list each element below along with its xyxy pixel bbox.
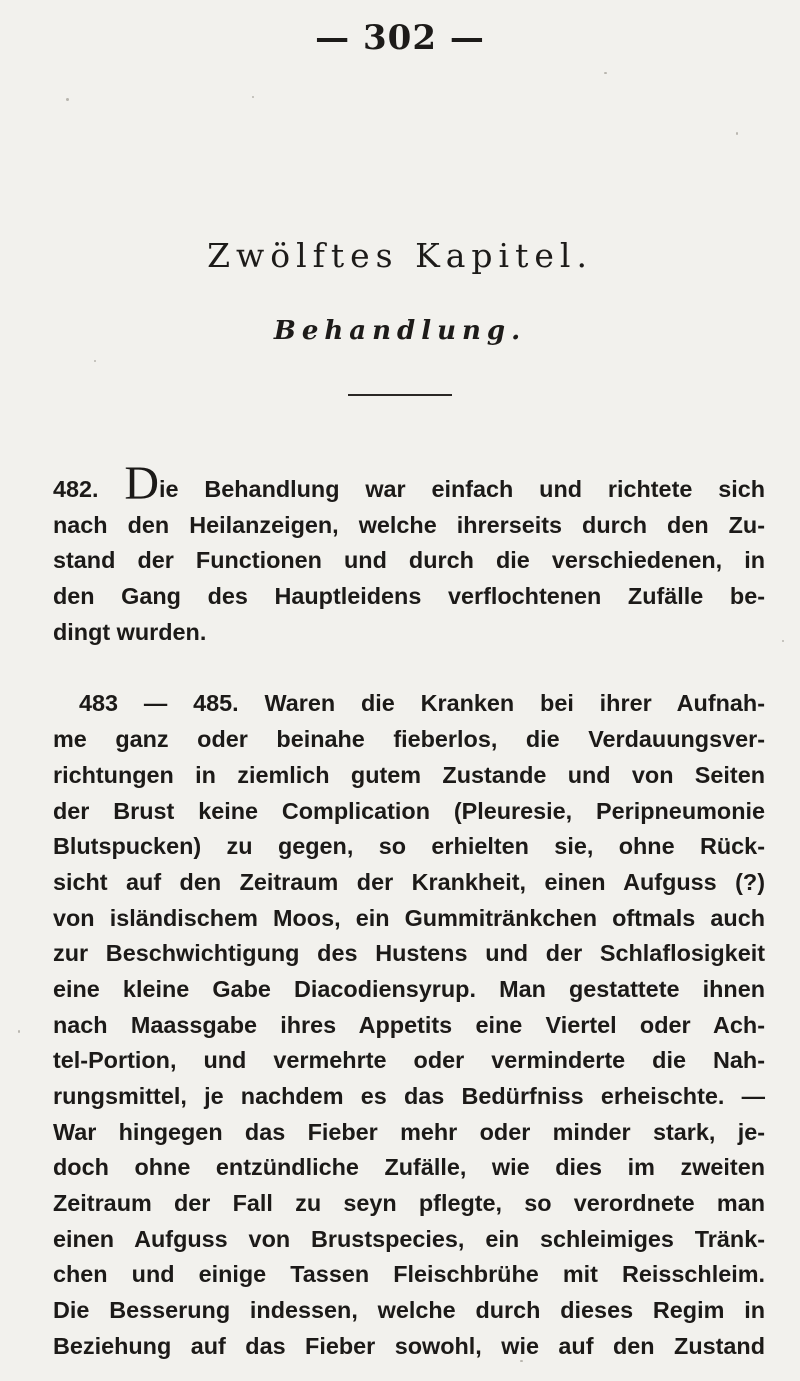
- text-line: stand der Functionen und durch die verschiedenen, in: [53, 547, 765, 574]
- paragraph-gap: [53, 650, 765, 686]
- section-title: Behandlung.: [273, 316, 527, 346]
- text-line: Zeitraum der Fall zu seyn pflegte, so verordnete man: [53, 1190, 765, 1217]
- paper-speck: [782, 640, 784, 642]
- text-line: der Brust keine Complication (Pleuresie, Peripneumonie: [53, 797, 765, 824]
- body-text: [53, 457, 766, 1365]
- text-line: dingt wurden.: [53, 618, 207, 645]
- drop-cap: D: [124, 457, 160, 510]
- text-line: Die Besserung indessen, welche durch dieses Regim in: [53, 1297, 765, 1324]
- text-line: Beziehung auf das Fieber sowohl, wie auf den Zustand: [53, 1332, 765, 1359]
- text-line: ie Behandlung war einfach und richtete sich: [159, 476, 765, 502]
- text-line: rungsmittel, je nachdem es das Bedürfniss erheischte. —: [53, 1083, 765, 1109]
- text-line: eine kleine Gabe Diacodiensyrup. Man gestattete ihnen: [53, 975, 765, 1002]
- paper-speck: [736, 132, 738, 135]
- text-line: richtungen in ziemlich gutem Zustande und von Seiten: [53, 761, 765, 788]
- divider-rule: [348, 394, 452, 396]
- paper-speck: [252, 96, 254, 98]
- text-line: War hingegen das Fieber mehr oder minder stark, je-: [53, 1118, 765, 1145]
- text-line: nach den Heilanzeigen, welche ihrerseits durch den Zu-: [53, 511, 765, 538]
- page-number: — 302 —: [315, 18, 485, 58]
- paragraph-number: 483 — 485.: [79, 690, 239, 717]
- chapter-title: Zwölftes Kapitel.: [207, 236, 593, 275]
- paper-speck: [18, 1030, 20, 1033]
- paragraph-number: 482.: [53, 476, 99, 502]
- text-line: nach Maassgabe ihres Appetits eine Viertel oder Ach-: [53, 1011, 765, 1038]
- text-line: sicht auf den Zeitraum der Krankheit, einen Aufguss (?): [53, 868, 765, 895]
- text-line: Waren die Kranken bei ihrer Aufnah-: [264, 690, 766, 717]
- text-line: von isländischem Moos, ein Gummitränkchen oftmals auch: [53, 904, 765, 931]
- paragraph-482-line-1: [53, 457, 765, 510]
- text-line: einen Aufguss von Brustspecies, ein schleimiges Tränk-: [53, 1225, 765, 1252]
- paper-speck: [604, 72, 607, 74]
- text-line: chen und einige Tassen Fleischbrühe mit Reisschleim.: [53, 1261, 765, 1288]
- text-line: me ganz oder beinahe fieberlos, die Verdauungsver-: [53, 726, 765, 753]
- text-line: zur Beschwichtigung des Hustens und der Schlaflosigkeit: [53, 940, 765, 967]
- text-line: tel-Portion, und vermehrte oder verminderte die Nah-: [53, 1047, 765, 1074]
- text-line: den Gang des Hauptleidens verflochtenen Zufälle be-: [53, 583, 765, 610]
- text-line: Blutspucken) zu gegen, so erhielten sie, ohne Rück-: [53, 833, 765, 860]
- paper-speck: [66, 98, 69, 101]
- paragraph-483-line-1: [53, 686, 765, 722]
- paper-speck: [94, 360, 96, 362]
- text-line: doch ohne entzündliche Zufälle, wie dies im zweiten: [53, 1154, 765, 1181]
